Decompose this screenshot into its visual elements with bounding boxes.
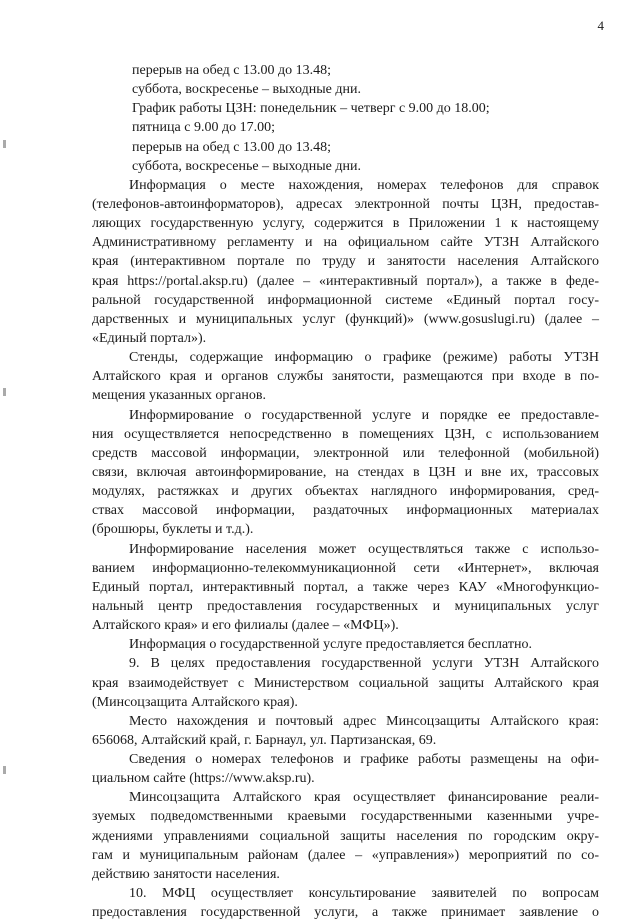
text-line: дарственных и муниципальных услуг (функций)» (www.gosuslugi.ru) (далее – [92, 311, 599, 327]
text-line: ральной государственной информационной системе «Единый портал госу- [92, 292, 599, 308]
text-line: пятница с 9.00 до 17.00; [132, 120, 275, 136]
text-line: Административному регламенту и на официальном сайте УТЗН Алтайского [92, 235, 599, 251]
text-line: суббота, воскресенье – выходные дни. [132, 158, 361, 174]
text-line: зуемых подведомственными краевыми государственными казенными учре- [92, 809, 599, 825]
text-line: ждениями управлениями социальной защиты населения по городским окру- [92, 828, 599, 844]
text-line: гам и муниципальным районам (далее – «управления») мероприятий по со- [92, 847, 599, 863]
text-line: Алтайского края» и его филиалы (далее – «МФЦ»). [92, 618, 399, 634]
text-line: Единый портал, интерактивный портал, а также через КАУ «Многофункцио- [92, 579, 599, 595]
text-line: Стенды, содержащие информацию о графике (режиме) работы УТЗН [129, 350, 599, 366]
scan-margin-mark [3, 388, 6, 396]
text-line: Алтайского края и органов службы занятости, размещаются при входе в по- [92, 369, 599, 385]
text-line: средств массовой информации, электронной или телефонной (мобильной) [92, 445, 599, 461]
text-line: 10. МФЦ осуществляет консультирование заявителей по вопросам [129, 886, 599, 902]
text-line: «Единый портал»). [92, 330, 207, 346]
text-line: ванием информационно-телекоммуникационной сети «Интернет», включая [92, 560, 599, 576]
text-line: Минсоцзащита Алтайского края осуществляет финансирование реали- [129, 790, 599, 806]
text-line: действию занятости населения. [92, 866, 280, 882]
text-line: Место нахождения и почтовый адрес Минсоцзащиты Алтайского края: [129, 713, 599, 729]
text-line: Информация о месте нахождения, номерах телефонов для справок [129, 177, 599, 193]
scan-margin-mark [3, 766, 6, 774]
text-line: Информация о государственной услуге предоставляется бесплатно. [129, 637, 532, 653]
text-line: (телефонов-автоинформаторов), адресах электронной почты ЦЗН, предостав- [92, 196, 599, 212]
scan-margin-mark [3, 140, 6, 148]
text-line: (Минсоцзащита Алтайского края). [92, 694, 298, 710]
text-line: Информирование населения может осуществляться также с использо- [129, 541, 599, 557]
text-line: Сведения о номерах телефонов и графике работы размещены на офи- [129, 752, 599, 768]
text-line: циальном сайте (https://www.aksp.ru). [92, 771, 315, 787]
text-line: 656068, Алтайский край, г. Барнаул, ул. Партизанская, 69. [92, 732, 437, 748]
text-line: (брошюры, буклеты и т.д.). [92, 522, 254, 538]
text-line: Информирование о государственной услуге и порядке ее предоставле- [129, 407, 599, 423]
text-line: мещения указанных органов. [92, 388, 266, 404]
text-line: края https://portal.aksp.ru) (далее – «интерактивный портал»), а также в феде- [92, 273, 599, 289]
text-line: ляющих государственную услугу, содержится в Приложении 1 к настоящему [92, 216, 599, 232]
body-text [92, 61, 599, 922]
page-number: 4 [597, 18, 604, 33]
text-line: ния осуществляется непосредственно в помещениях ЦЗН, с использованием [92, 426, 599, 442]
text-line: суббота, воскресенье – выходные дни. [132, 82, 361, 98]
text-line: модулях, растяжках и других объектах наглядного информирования, сред- [92, 484, 599, 500]
text-line: предоставления государственной услуги, а также принимает заявление о [92, 905, 599, 921]
text-line: перерыв на обед с 13.00 до 13.48; [132, 139, 331, 155]
text-line: перерыв на обед с 13.00 до 13.48; [132, 63, 331, 78]
text-line: нальный центр предоставления государственных и муниципальных услуг [92, 598, 599, 614]
text-line: края (интерактивном портале по труду и занятости населения Алтайского [92, 254, 599, 270]
text-line: связи, включая автоинформирование, на стендах в ЦЗН и вне их, трассовых [92, 464, 599, 480]
text-line: края взаимодействует с Министерством социальной защиты Алтайского края [92, 675, 599, 691]
text-line: ствах массовой информации, раздаточных информационных материалах [92, 503, 599, 519]
text-line: 9. В целях предоставления государственной услуги УТЗН Алтайского [129, 656, 599, 672]
text-line: График работы ЦЗН: понедельник – четверг с 9.00 до 18.00; [132, 101, 490, 117]
